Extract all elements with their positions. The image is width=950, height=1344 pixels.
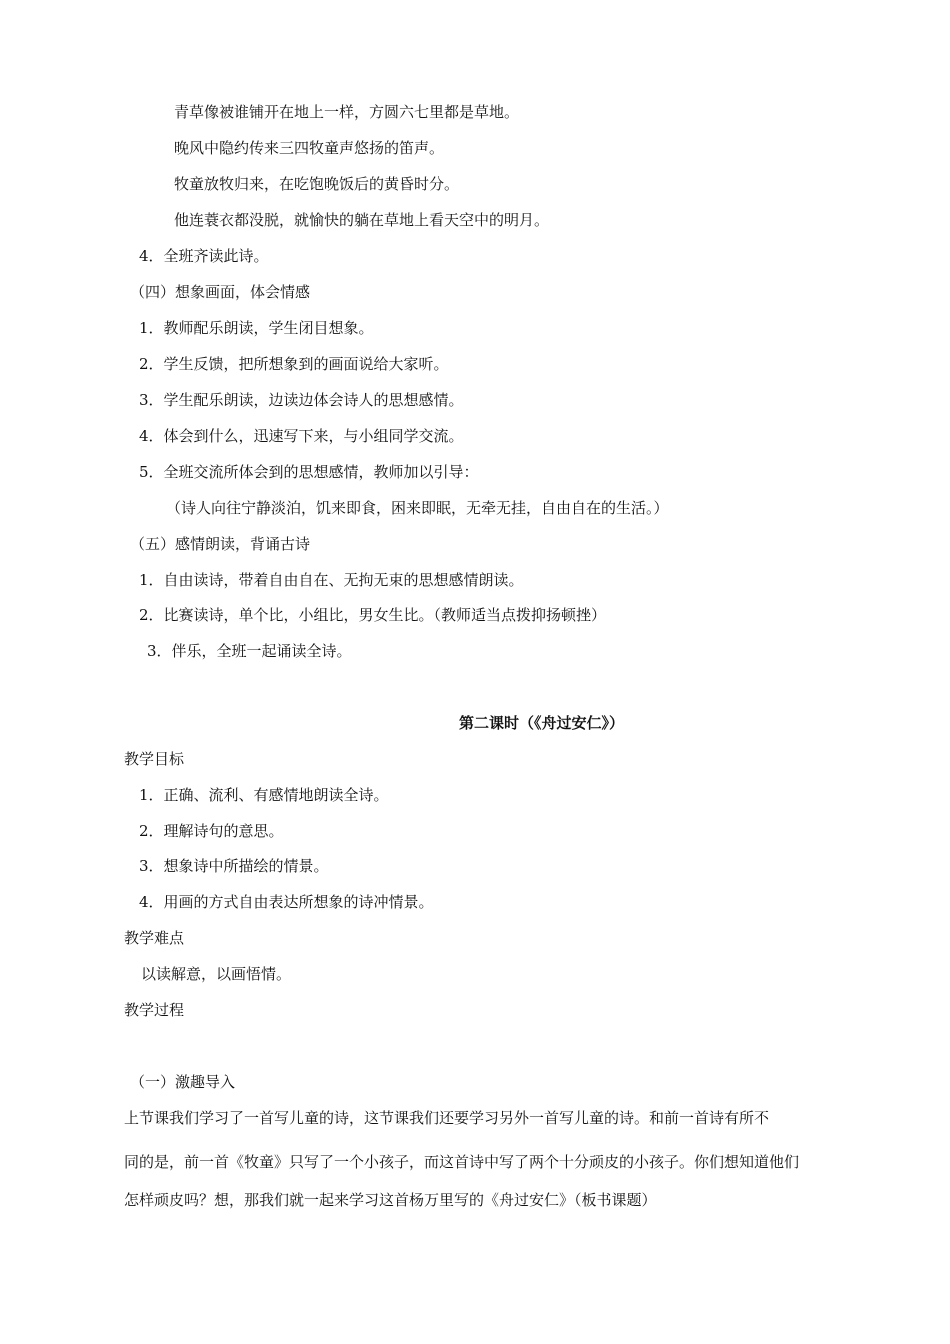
paragraph-line: 怎样顽皮吗？想，那我们就一起来学习这首杨万里写的《舟过安仁》（板书课题）: [124, 1191, 657, 1209]
paragraph-line: 上节课我们学习了一首写儿童的诗，这节课我们还要学习另外一首写儿童的诗。和前一首诗有所不: [124, 1109, 770, 1127]
translation-line-3: 牧童放牧归来，在吃饱晚饭后的黄昏时分。: [174, 175, 460, 193]
guidance-note: （诗人向往宁静淡泊，饥来即食，困来即眠，无牵无挂，自由自在的生活。）: [166, 499, 669, 517]
list-item: 4．体会到什么，迅速写下来，与小组同学交流。: [139, 427, 464, 445]
list-item: 3．伴乐，全班一起诵读全诗。: [147, 642, 352, 660]
list-item: 3．想象诗中所描绘的情景。: [139, 857, 329, 875]
list-item: 2．学生反馈，把所想象到的画面说给大家听。: [139, 355, 449, 373]
goals-heading: 教学目标: [124, 750, 185, 768]
list-item: 2．理解诗句的意思。: [139, 822, 284, 840]
difficulty-heading: 教学难点: [124, 929, 185, 947]
section-1-heading: （一）激趣导入: [130, 1073, 236, 1091]
translation-line-2: 晚风中隐约传来三四牧童声悠扬的笛声。: [174, 139, 445, 157]
translation-line-4: 他连蓑衣都没脱，就愉快的躺在草地上看天空中的明月。: [174, 211, 550, 229]
list-item: 2．比赛读诗，单个比，小组比，男女生比。（教师适当点拨抑扬顿挫）: [139, 606, 607, 624]
step-4-line: 4．全班齐读此诗。: [139, 247, 269, 265]
process-heading: 教学过程: [124, 1001, 185, 1019]
list-item: 5．全班交流所体会到的思想感情，教师加以引导：: [139, 463, 479, 481]
section-5-heading: （五）感情朗读，背诵古诗: [130, 535, 311, 553]
list-item: 4．用画的方式自由表达所想象的诗冲情景。: [139, 893, 434, 911]
section-4-heading: （四）想象画面，体会情感: [130, 283, 311, 301]
list-item: 1．教师配乐朗读，学生闭目想象。: [139, 319, 374, 337]
list-item: 1．自由读诗，带着自由自在、无拘无束的思想感情朗读。: [139, 571, 524, 589]
paragraph-line: 同的是，前一首《牧童》只写了一个小孩子，而这首诗中写了两个十分顽皮的小孩子。你们想知道他们: [124, 1153, 800, 1171]
list-item: 3．学生配乐朗读，边读边体会诗人的思想感情。: [139, 391, 464, 409]
difficulty-text: 以读解意，以画悟情。: [141, 965, 292, 983]
lesson-title: 第二课时（《舟过安仁》）: [459, 714, 625, 732]
translation-line-1: 青草像被谁铺开在地上一样，方圆六七里都是草地。: [174, 103, 520, 121]
list-item: 1．正确、流利、有感情地朗读全诗。: [139, 786, 389, 804]
